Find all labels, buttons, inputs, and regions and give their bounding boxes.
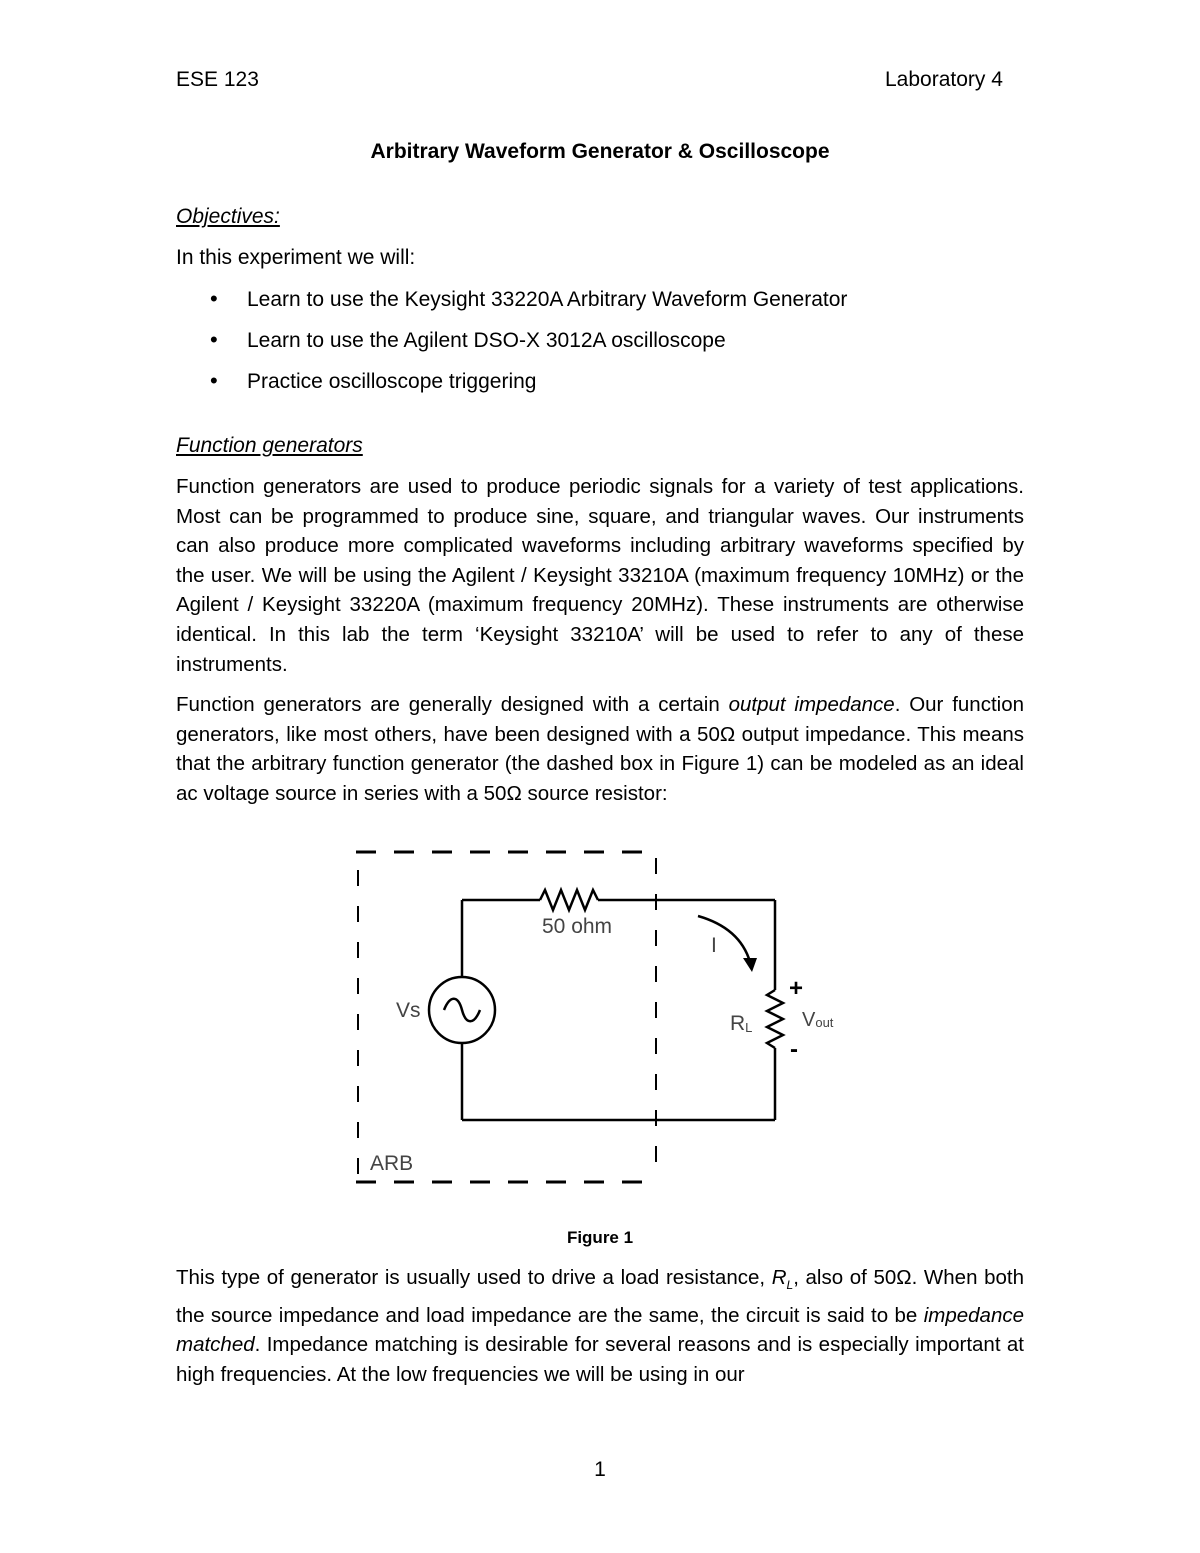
sine-symbol <box>444 999 480 1022</box>
function-generators-heading: Function generators <box>176 434 363 457</box>
list-item: • Practice oscilloscope triggering <box>210 370 847 411</box>
current-label: I <box>711 934 717 957</box>
paragraph-1: Function generators are used to produce periodic signals for a variety of test applications. Most can be programmed to produce sine, square, and triangular waves. Our instruments can also produce more complicated waveforms including arbitrary waveforms specified by the user. We will be using the Agilent / Keysight 33210A (maximum frequency 10MHz) or the Agilent / Keysight 33220A (maximum frequency 20MHz). These instruments are otherwise identical. In this lab the term ‘Keysight 33210A’ will be used to refer to any of these instruments. <box>176 475 1024 676</box>
circuit-diagram <box>340 840 860 1200</box>
resistor-label: 50 ohm <box>542 915 613 938</box>
minus-sign: - <box>790 1036 798 1063</box>
current-arrow <box>698 916 750 962</box>
list-item: • Learn to use the Keysight 33220A Arbitrary Waveform Generator <box>210 288 847 329</box>
current-arrowhead <box>743 958 757 972</box>
header-lab: Laboratory 4 <box>885 68 1003 91</box>
load-resistor <box>767 990 783 1048</box>
figure-caption: Figure 1 <box>566 1228 634 1247</box>
page-title: Arbitrary Waveform Generator & Oscilloscope <box>370 140 830 163</box>
page-number: 1 <box>594 1458 606 1481</box>
objectives-list <box>210 288 847 411</box>
objectives-intro: In this experiment we will: <box>176 246 416 269</box>
list-item: • Learn to use the Agilent DSO-X 3012A oscilloscope <box>210 329 847 370</box>
source-resistor <box>540 890 598 910</box>
source-label: Vs <box>396 999 421 1022</box>
plus-sign: + <box>789 975 804 1002</box>
objectives-heading: Objectives: <box>176 205 280 228</box>
paragraph-2: Function generators are generally designed with a certain output impedance. Our function generators, like most others, have been designed with a 50Ω output impedance. This means that the arbitrary function generator (the dashed box in Figure 1) can be modeled as an ideal ac voltage source in series with a 50Ω source resistor: <box>176 693 1025 805</box>
paragraph-3: This type of generator is usually used to drive a load resistance, $R_L$, also of 50Ω. When both the source impedance and load impedance are the same, the circuit is said to be impedance matched. Impedance matching is desirable for several reasons and is especially important at high frequencies. At the low frequencies we will be using in our <box>176 1266 1024 1386</box>
arb-label: ARB <box>370 1152 414 1175</box>
load-label: RL <box>730 1012 753 1035</box>
vout-label: Vout <box>802 1009 834 1031</box>
header-course: ESE 123 <box>176 68 259 91</box>
